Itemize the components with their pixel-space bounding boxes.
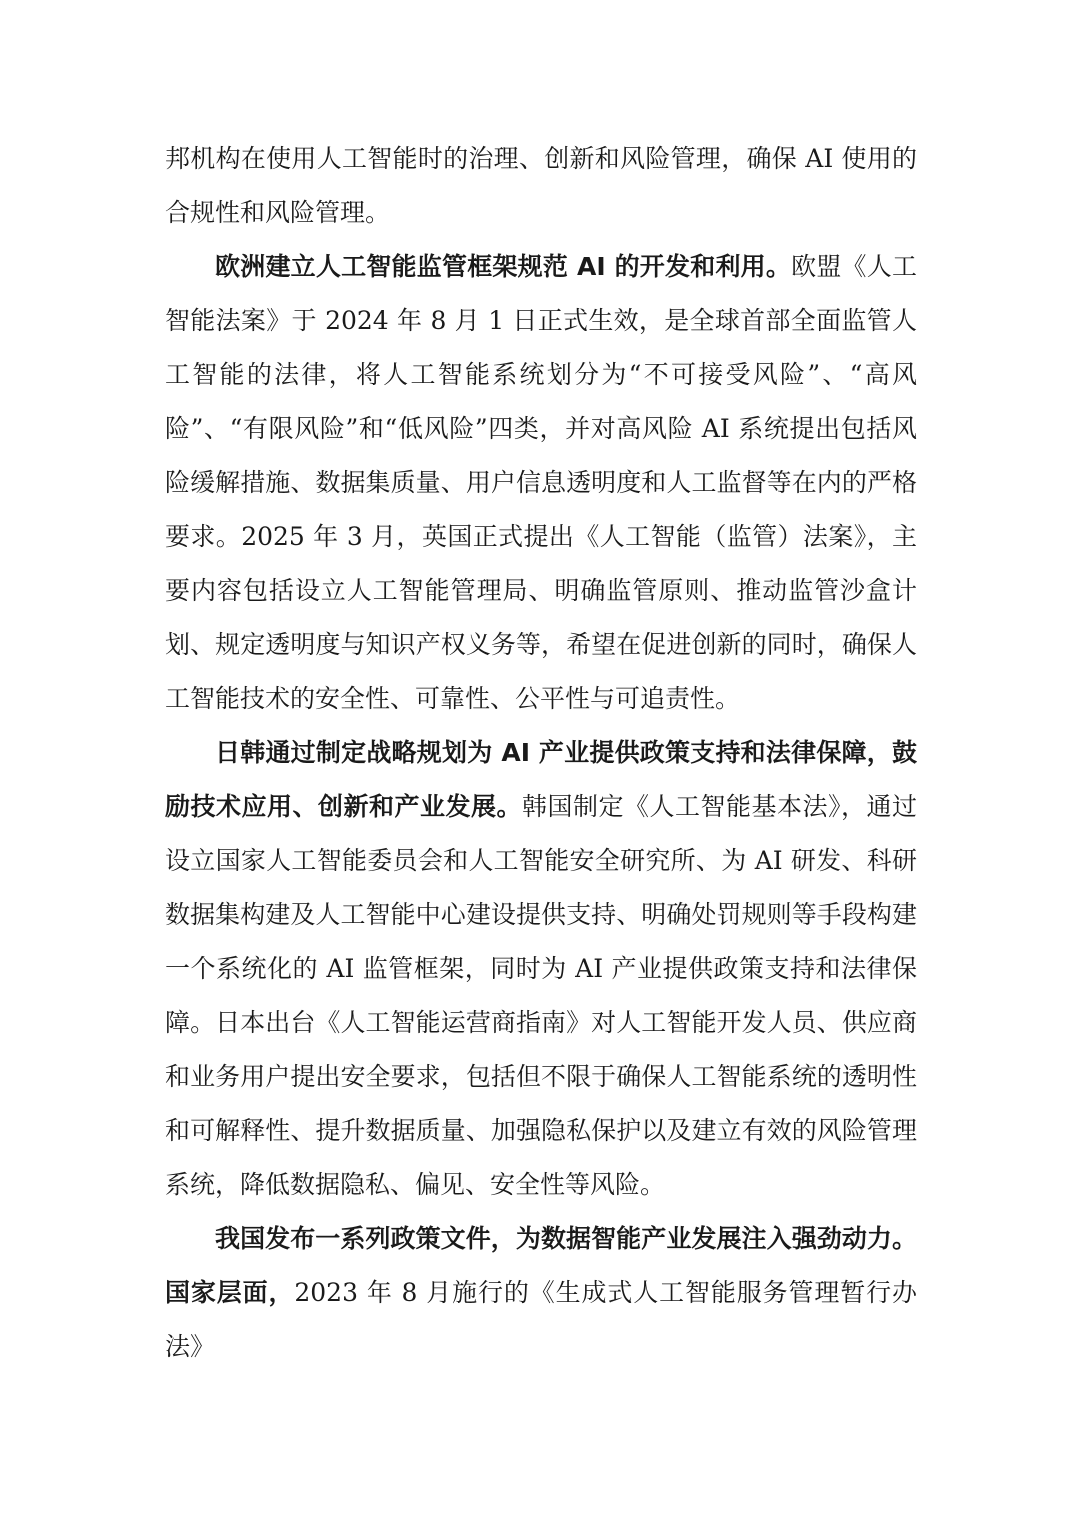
body-text	[165, 132, 917, 1374]
paragraph-3	[165, 726, 917, 1212]
paragraph-3-heading: 日韩通过制定战略规划为 AI 产业提供政策支持和法律保障，鼓励技术应用、创新和产业发展。	[165, 738, 917, 821]
paragraph-4-heading: 我国发布一系列政策文件，为数据智能产业发展注入强劲动力。国家层面，	[165, 1224, 917, 1307]
paragraph-3-body: 韩国制定《人工智能基本法》，通过设立国家人工智能委员会和人工智能安全研究所、为 AI 研发、科研数据集构建及人工智能中心建设提供支持、明确处罚规则等手段构建一个系统化的 AI 监管框架，同时为 AI 产业提供政策支持和法律保障。日本出台《人工智能运营商指南》对人工智能开发人员、供应商和业务用户提出安全要求，包括但不限于确保人工智能系统的透明性和可解释性、提升数据质量、加强隐私保护以及建立有效的风险管理系统，降低数据隐私、偏见、安全性等风险。	[165, 792, 917, 1199]
paragraph-4-body: 2023 年 8 月施行的《生成式人工智能服务管理暂行办法》	[165, 1278, 917, 1361]
paragraph-4	[165, 1212, 917, 1374]
paragraph-1	[165, 132, 917, 240]
paragraph-2-body: 欧盟《人工智能法案》于 2024 年 8 月 1 日正式生效，是全球首部全面监管人工智能的法律，将人工智能系统划分为“不可接受风险”、“高风险”、“有限风险”和“低风险”四类，并对高风险 AI 系统提出包括风险缓解措施、数据集质量、用户信息透明度和人工监督等在内的严格要求。2025 年 3 月，英国正式提出《人工智能（监管）法案》，主要内容包括设立人工智能管理局、明确监管原则、推动监管沙盒计划、规定透明度与知识产权义务等，希望在促进创新的同时，确保人工智能技术的安全性、可靠性、公平性与可追责性。	[165, 252, 917, 713]
paragraph-1-body: 邦机构在使用人工智能时的治理、创新和风险管理，确保 AI 使用的合规性和风险管理。	[165, 144, 917, 227]
paragraph-2	[165, 240, 917, 726]
paragraph-2-heading: 欧洲建立人工智能监管框架规范 AI 的开发和利用。	[215, 252, 792, 281]
